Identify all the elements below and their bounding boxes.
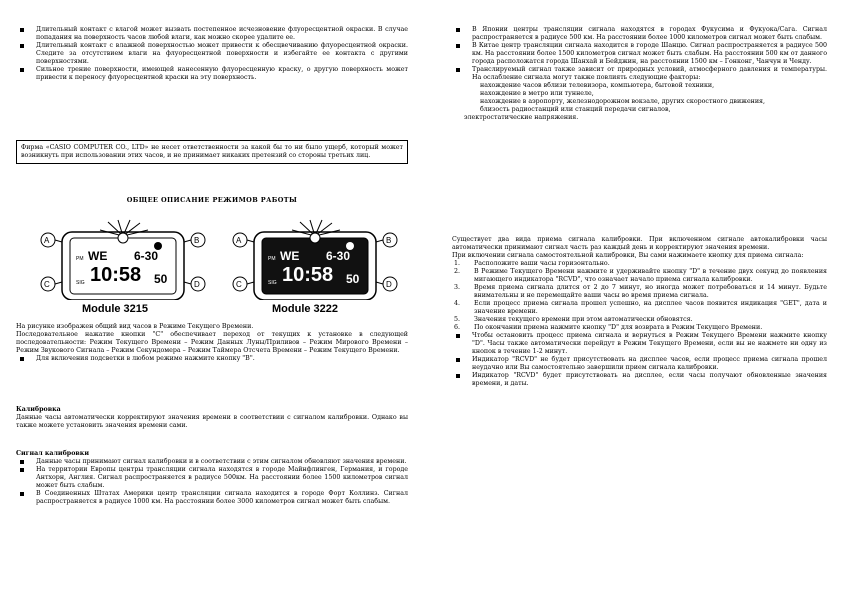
section-subheading: Сигнал калибровки (16, 450, 89, 457)
button-label-a: A (236, 236, 242, 245)
step-number: 2. (454, 268, 461, 275)
step-number: 1. (454, 260, 461, 267)
disclaimer-text: Фирма «CASIO COMPUTER CO., LTD» не несет ответственности за какой бы то ни было ущерб, который может возникнуть при использовании этих часов, и не принимает никаких претензий со стороны третьих лиц. (21, 144, 403, 159)
watch-module-3215 (38, 218, 208, 300)
list-item: Данные часы принимают сигнал калибровки и в соответствии с этим сигналом обновляют значения времени. (16, 458, 408, 466)
step-text: По окончании приема нажмите кнопку "D" для возврата в Режим Текущего Времени. (474, 324, 763, 331)
list-item: Транслируемый сигнал также зависит от природных условий, атмосферного давления и температуры. На ослабление сигнала могут также повлиять следующие факторы: (452, 66, 827, 82)
list-item: На территории Европы центры трансляции сигнала находятся в городе Майнфлинген, Германия, и городе Антхорн, Англия. Сигнал распространяется в радиусе 500км. На расстоянии более 1500 километров сигнал может быть слабым. (16, 466, 408, 490)
list-item: нахождение в метро или туннеле, (480, 90, 594, 97)
button-label-a: A (44, 236, 50, 245)
list-item: Длительный контакт с влагой может вызвать постепенное исчезновение флуоресцентной окраски. В случае попадания на поверхность часов любой влаги, как можно скорее удалите ее. (16, 26, 408, 42)
calibration-section (16, 406, 408, 430)
steps-list (452, 260, 827, 332)
module-label-3215: Module 3215 (82, 303, 149, 315)
step-text: Если процесс приема сигнала прошел успешно, на дисплее часов появится индикация "GET", дата и значение времени. (474, 300, 827, 315)
list-item: В Японии центры трансляции сигнала находятся в городах Фукусима и Фукуока/Сага. Сигнал распространяется в радиусе 500 км. На расстоянии более 1000 километров сигнал может быть слабым. (452, 26, 827, 42)
list-item: близость радиостанций или станций передачи сигналов, (480, 106, 671, 113)
list-item: нахождение в аэропорту, железнодорожном вокзале, других скоростного движения, (480, 98, 766, 105)
signal-section (16, 450, 408, 506)
step-number: 5. (454, 316, 461, 323)
list-item (452, 268, 827, 284)
list-item (452, 284, 827, 300)
reception-section (452, 236, 827, 388)
list-item: В Китае центр трансляции сигнала находится в городе Шанцю. Сигнал распространяется в радиусе 500 км. На расстоянии более 1500 километров сигнал может быть слабым. На расстоянии 500 км от данного города расположатся города Шанхай и Бейджин, на расстоянии 1500 км – Гонконг, Чанчун и Ченду. (452, 42, 827, 66)
step-number: 4. (454, 300, 461, 307)
list-item (452, 300, 827, 316)
list-item: Для включения подсветки в любом режиме нажмите кнопку "B". (16, 355, 408, 363)
button-label-d: D (194, 280, 200, 289)
section-heading: ОБЩЕЕ ОПИСАНИЕ РЕЖИМОВ РАБОТЫ (126, 196, 298, 204)
list-item: В Соединенных Штатах Америки центр трансляции сигнала находится в городе Форт Коллинз. Сигнал распространяется в радиусе 1000 км. На расстоянии более 3000 километров сигнал может быть слабым. (16, 490, 408, 506)
list-item (452, 324, 827, 332)
time-display: 10:58 (90, 264, 142, 286)
indicator-sig: SIG (268, 280, 277, 286)
button-label-b: B (194, 236, 200, 245)
list-item (452, 260, 827, 268)
list-item: Индикатор "RCVD" не будет присутствовать на дисплее часов, если процесс приема сигнала прошел неудачно или Вы самостоятельно завершили прием сигнала калибровки. (452, 356, 827, 372)
list-item (452, 316, 827, 324)
step-text: Время приема сигнала длится от 2 до 7 минут, но иногда может потребоваться и 14 минут. Будьте внимательны и не перемещайте ваши часы во время приема сигнала. (474, 284, 827, 299)
watch-face-light (38, 218, 208, 300)
button-label-b: B (386, 236, 392, 245)
region-bullets (452, 26, 827, 122)
paragraph: Последовательное нажатие кнопки "C" обеспечивает переход от текущих к установке в следующей последовательности: Режим Текущего Времени – Режим Данных Луны/Приливов – Режим Мирового Времени – Режим Звукового Сигнала – Режим Секундомера – Режим Таймера Отсчета Времени – Режим Текущего Времени. (16, 331, 408, 354)
date-display: 6-30 (326, 249, 351, 263)
paragraph: Данные часы автоматически корректируют значения времени в соответствии с сигналом калибровки. Однако вы также можете установить значения времени сами. (16, 414, 408, 429)
disclaimer-box (16, 140, 408, 164)
mode-description (16, 323, 408, 363)
indicator-sig: SIG (76, 280, 85, 286)
paragraph: На рисунке изображен общий вид часов в Режиме Текущего Времени. (16, 323, 254, 330)
indicator-pm: PM (268, 256, 276, 262)
day-display: WE (88, 249, 108, 263)
step-text: Значения текущего времени при этом автоматически обновятся. (474, 316, 693, 323)
watch-module-3222 (230, 218, 400, 300)
date-display: 6-30 (134, 249, 159, 263)
day-display: WE (280, 249, 300, 263)
indicator-pm: PM (76, 256, 84, 262)
seconds-display: 50 (154, 272, 168, 286)
step-number: 3. (454, 284, 461, 291)
button-label-c: C (44, 280, 50, 289)
button-label-d: D (386, 280, 392, 289)
list-item: нахождение часов вблизи телевизора, компьютера, бытовой техники, (480, 82, 715, 89)
seconds-display: 50 (346, 272, 360, 286)
watch-face-dark (230, 218, 400, 300)
paragraph: При включении сигнала самостоятельной калибровки, Вы сами нажимаете кнопку для приема сигнала: (452, 252, 804, 259)
care-bullets (16, 26, 408, 82)
list-item: Длительный контакт с влажной поверхностью может привести к обесцвечиванию флуоресцентной окраски. Следите за отсутствием влаги на флуоресцентной поверхности и избегайте ее контакта с другими поверхностями. (16, 42, 408, 66)
step-text: Расположите ваши часы горизонтально. (474, 260, 610, 267)
list-item: Индикатор "RCVD" будет присутствовать на дисплее, если часы получают обновленные значения времени, и даты. (452, 372, 827, 388)
section-subheading: Калибровка (16, 406, 61, 413)
button-label-c: C (236, 280, 242, 289)
module-label-3222: Module 3222 (272, 303, 339, 315)
list-item: Сильное трение поверхности, имеющей нанесенную флуоресценную краску, о другую поверхность может привести к переносу флуоресцентной краски на эту поверхность. (16, 66, 408, 82)
step-text: В Режиме Текущего Времени нажмите и удерживайте кнопку "D" в течение двух секунд до появления мигающего индикатора "RCVD", что означает начало приема сигнала калибровки. (474, 268, 827, 283)
list-item: Чтобы остановить процесс приема сигнала и вернуться в Режим Текущего Времени нажмите кнопку "D". Часы также автоматически перейдут в Режим Текущего Времени, если вы не нажмете ни одну из кнопок в течение 1-2 минут. (452, 332, 827, 356)
factor-list (452, 82, 827, 114)
list-item: электростатические напряжения. (464, 114, 579, 121)
paragraph: Существует два вида приема сигнала калибровки. При включенном сигнале автокалибровки часы автоматически принимают сигнал часть раз каждый день и корректируют значения времени. (452, 236, 827, 251)
step-number: 6. (454, 324, 461, 331)
time-display: 10:58 (282, 264, 334, 286)
